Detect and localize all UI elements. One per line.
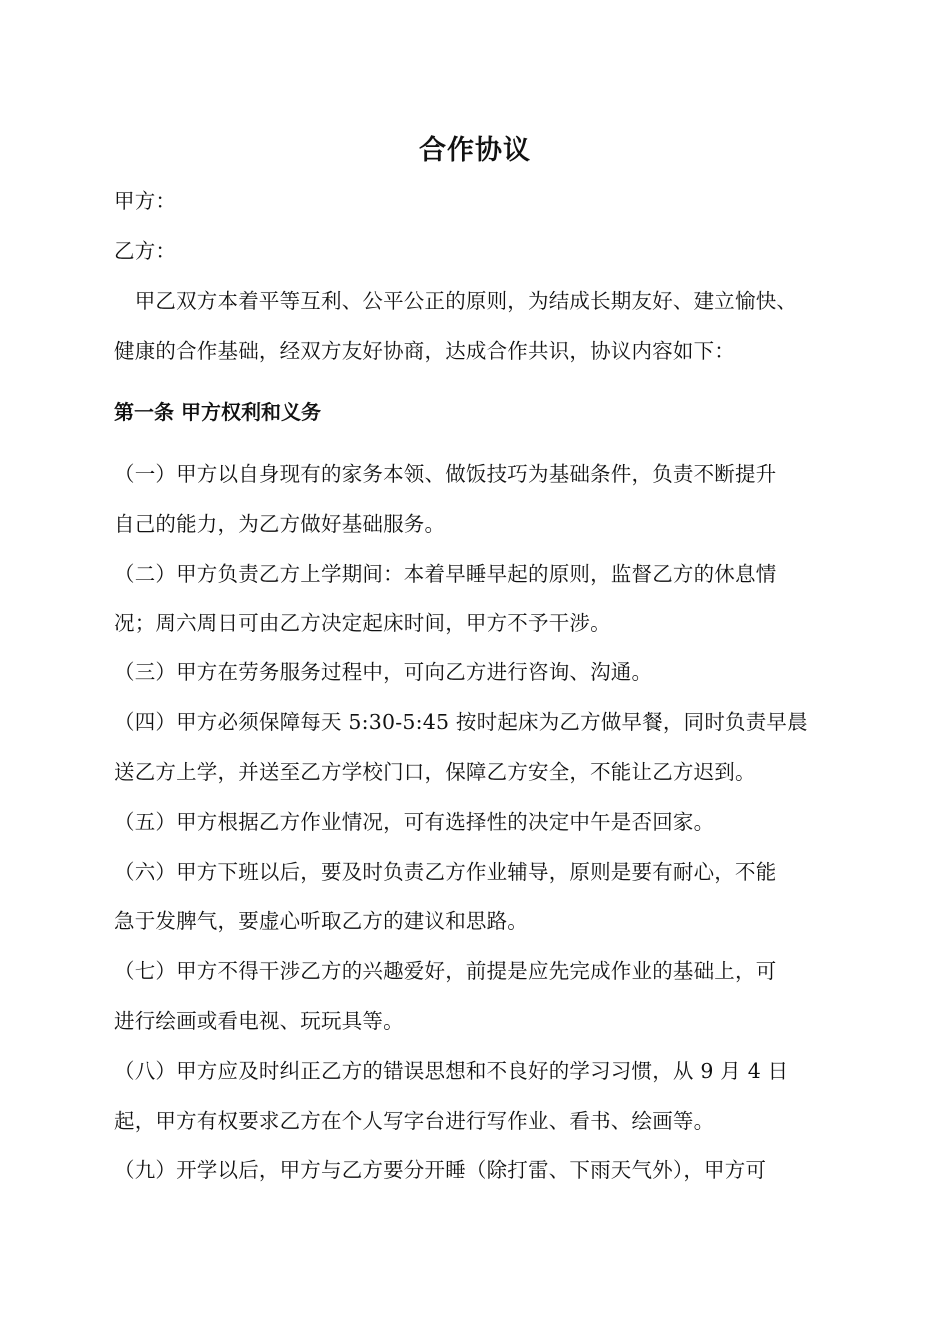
- clause-line: （五）甲方根据乙方作业情况，可有选择性的决定中午是否回家。: [114, 810, 715, 834]
- clause-line: 送乙方上学，并送至乙方学校门口，保障乙方安全，不能让乙方迟到。: [114, 760, 756, 784]
- intro-line-2: 健康的合作基础，经双方友好协商，达成合作共识，协议内容如下：: [114, 339, 735, 363]
- clause-line: 自己的能力，为乙方做好基础服务。: [114, 512, 446, 536]
- clause-line: 起，甲方有权要求乙方在个人写字台进行写作业、看书、绘画等。: [114, 1109, 715, 1133]
- clause-line: 急于发脾气，要虚心听取乙方的建议和思路。: [114, 909, 528, 933]
- party-a-label: 甲方：: [114, 189, 177, 213]
- clause-line: 况；周六周日可由乙方决定起床时间，甲方不予干涉。: [114, 611, 611, 635]
- clause-line: （三）甲方在劳务服务过程中，可向乙方进行咨询、沟通。: [114, 660, 653, 684]
- clause-line: （七）甲方不得干涉乙方的兴趣爱好，前提是应先完成作业的基础上，可: [114, 959, 777, 983]
- article-1-heading: 第一条 甲方权利和义务: [114, 400, 321, 424]
- clause-line: 进行绘画或看电视、玩玩具等。: [114, 1009, 404, 1033]
- document-title: 合作协议: [419, 135, 531, 166]
- clause-line: （一）甲方以自身现有的家务本领、做饭技巧为基础条件，负责不断提升: [114, 462, 777, 486]
- clause-line: （二）甲方负责乙方上学期间：本着早睡早起的原则，监督乙方的休息情: [114, 562, 777, 586]
- clause-line: （六）甲方下班以后，要及时负责乙方作业辅导，原则是要有耐心，不能: [114, 860, 777, 884]
- clause-line: （九）开学以后，甲方与乙方要分开睡（除打雷、下雨天气外），甲方可: [114, 1158, 767, 1182]
- party-b-label: 乙方：: [114, 239, 177, 263]
- intro-line-1: 甲乙双方本着平等互利、公平公正的原则，为结成长期友好、建立愉快、: [114, 289, 798, 313]
- clause-line: （四）甲方必须保障每天 5:30-5:45 按时起床为乙方做早餐，同时负责早晨: [114, 710, 808, 734]
- clause-line: （八）甲方应及时纠正乙方的错误思想和不良好的学习习惯，从 9 月 4 日: [114, 1059, 789, 1083]
